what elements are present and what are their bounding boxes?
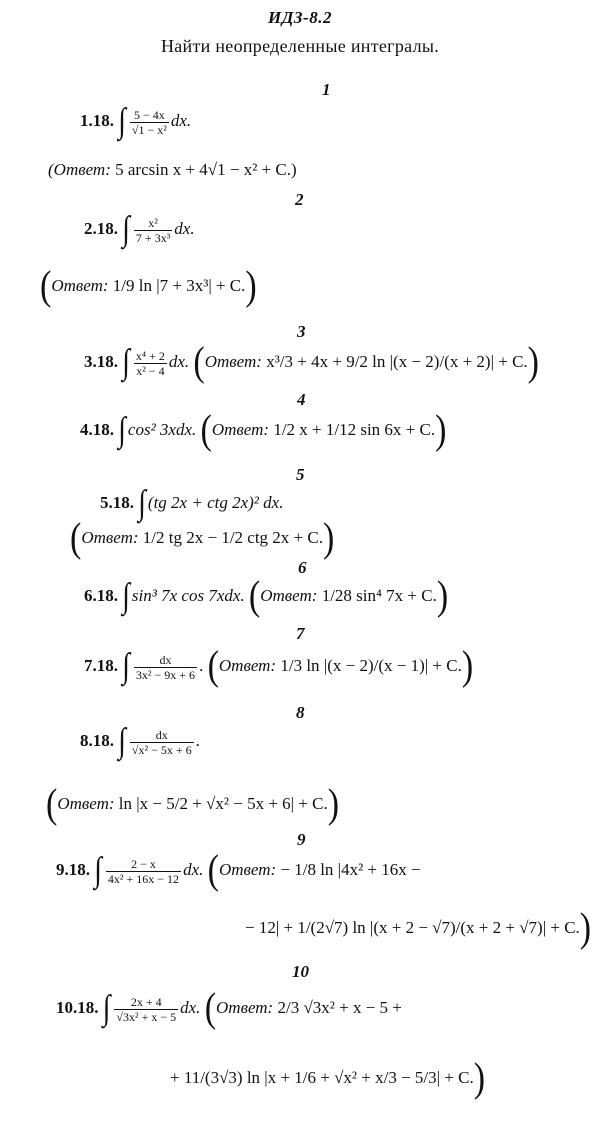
- problem-1: 1.18. ∫ $\frac{5 - 4x}{\text{√1 − x²}}$ dx.: [80, 102, 192, 141]
- problem-10: 10.18. ∫ $\frac{2x + 4}{\text{√3x² + x − 5}}$ dx. (Ответ: 2/3 √3x² + x − 5 +: [56, 986, 402, 1031]
- variant-number: 8: [296, 703, 305, 722]
- answer-text: 5 arcsin x + 4√1 − x² + C.): [115, 160, 297, 179]
- problem-8: 8.18. ∫ $\frac{dx}{\text{√x² − 5x + 6}}$ .: [80, 722, 200, 761]
- variant-number: 3: [297, 322, 306, 341]
- variant-number: 7: [296, 624, 305, 643]
- problem-3: 3.18. ∫ $\frac{\text{x⁴ + 2}}{\text{x² − 4}}$ dx. (Ответ: x³/3 + 4x + 9/2 ln |(x − 2)/(x + 2)| + C.): [84, 340, 539, 385]
- problem-7: 7.18. ∫ $\frac{dx}{\text{3x² − 9x + 6}}$ . (Ответ: 1/3 ln |(x − 2)/(x − 1)| + C.): [84, 644, 474, 689]
- answer-2: (Ответ: 1/9 ln |7 + 3x³| + C.): [40, 264, 257, 309]
- problem-label: 1.18.: [80, 110, 114, 130]
- problem-9: 9.18. ∫ $\frac{2 - x}{\text{4x² + 16x − 12}}$ dx. (Ответ: − 1/8 ln |4x² + 16x −: [56, 848, 421, 893]
- variant-number: 5: [296, 465, 305, 484]
- answer-1: (Ответ: 5 arcsin x + 4√1 − x² + C.): [48, 160, 297, 179]
- problem-2: 2.18. ∫ $\frac{\text{x²}}{\text{7 + 3x³}}$ dx.: [84, 210, 195, 249]
- answer-5: (Ответ: 1/2 tg 2x − 1/2 ctg 2x + C.): [70, 516, 335, 561]
- problem-6: 6.18. ∫ sin³ 7x cos 7xdx. (Ответ: 1/28 sin⁴ 7x + C.): [84, 574, 449, 619]
- answer-9-cont: − 12| + 1/(2√7) ln |(x + 2 − √7)/(x + 2 + √7)| + C.): [245, 906, 592, 951]
- integrand-fraction: $\frac{5 - 4x}{\text{√1 − x²}}$: [131, 107, 167, 137]
- variant-number: 2: [295, 190, 304, 209]
- variant-number: 9: [297, 830, 306, 849]
- page-subtitle: Найти неопределенные интегралы.: [160, 36, 440, 56]
- problem-5: 5.18. ∫ (tg 2x + ctg 2x)² dx.: [100, 484, 284, 523]
- integral-sign: ∫: [118, 102, 126, 141]
- answer-8: (Ответ: ln |x − 5/2 + √x² − 5x + 6| + C.): [46, 782, 340, 827]
- variant-number: 10: [292, 962, 309, 981]
- variant-number: 1: [322, 80, 331, 99]
- problem-4: 4.18. ∫ cos² 3xdx. (Ответ: 1/2 x + 1/12 sin 6x + C.): [80, 408, 447, 453]
- page-title: ИДЗ-8.2: [268, 8, 332, 27]
- variant-number: 6: [298, 558, 307, 577]
- variant-number: 4: [297, 390, 306, 409]
- answer-10-cont: + 11/(3√3) ln |x + 1/6 + √x² + x/3 − 5/3| + C.): [170, 1056, 486, 1101]
